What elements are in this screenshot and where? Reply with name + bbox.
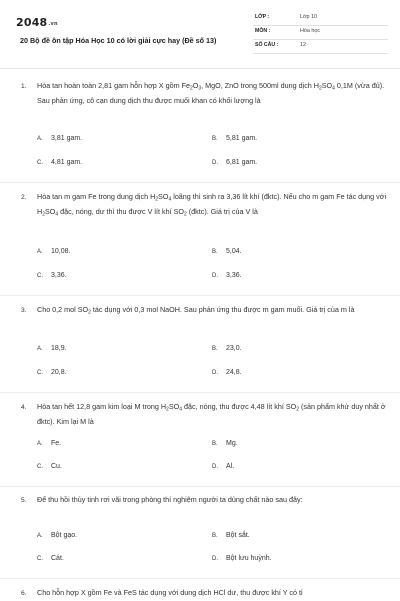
option-letter: C. xyxy=(37,370,43,376)
answer-option[interactable] xyxy=(37,555,64,562)
option-text: Cu. xyxy=(51,463,62,470)
option-text: 24,8. xyxy=(226,369,242,376)
option-text: Bột sắt. xyxy=(226,532,250,539)
question-text: Hòa tan hoàn toàn 2,81 gam hỗn hợp X gồm $Fe_2O_3$, MgO, ZnO trong 500ml dung dịch $H_2SO_4$ 0,1M (vừa đủ). Sau phản ứng, cô cạn dung dịch thu được muối khan có khối lượng là xyxy=(37,81,385,105)
option-text: Mg. xyxy=(226,440,238,447)
answer-option[interactable] xyxy=(37,463,62,470)
question-divider xyxy=(0,392,400,393)
answer-option[interactable] xyxy=(212,369,242,376)
option-letter: B. xyxy=(212,249,218,255)
option-letter: B. xyxy=(212,136,218,142)
option-letter: C. xyxy=(37,273,43,279)
meta-value: Lớp 10 xyxy=(300,14,318,20)
answer-option[interactable] xyxy=(212,440,238,447)
option-letter: C. xyxy=(37,160,43,166)
answer-option[interactable] xyxy=(37,440,61,447)
option-letter: D. xyxy=(212,556,218,562)
option-letter: D. xyxy=(212,160,218,166)
question-number: 3. xyxy=(21,307,27,314)
meta-table xyxy=(253,12,388,54)
question-divider xyxy=(0,578,400,579)
site-logo[interactable] xyxy=(16,16,58,29)
question-divider xyxy=(0,182,400,183)
option-text: Fe. xyxy=(51,440,62,447)
question-text: Cho hỗn hợp X gồm Fe và FeS tác dụng với dung dịch HCl dư, thu được khí Y có tỉ xyxy=(37,588,303,597)
header-divider xyxy=(0,68,400,69)
question-number: 5. xyxy=(21,497,27,504)
option-letter: C. xyxy=(37,556,43,562)
meta-key: SỐ CÂU : xyxy=(255,42,279,48)
option-text: Cát. xyxy=(51,555,64,562)
option-text: 23,0. xyxy=(226,345,242,352)
meta-key: LỚP : xyxy=(255,14,270,20)
question-divider xyxy=(0,486,400,487)
option-text: Bột gạo. xyxy=(51,532,78,539)
answer-option[interactable] xyxy=(212,248,242,255)
option-letter: D. xyxy=(212,464,218,470)
option-text: Bột lưu huỳnh. xyxy=(226,555,272,562)
question-number: 2. xyxy=(21,194,27,201)
option-text: 4,81 gam. xyxy=(51,159,83,166)
option-text: 18,9. xyxy=(51,345,67,352)
answer-option[interactable] xyxy=(212,135,257,142)
option-text: 20,8. xyxy=(51,369,67,376)
logo-suffix: .vn xyxy=(48,21,58,27)
answer-option[interactable] xyxy=(37,248,70,255)
answer-option[interactable] xyxy=(37,135,82,142)
option-text: 10,08. xyxy=(51,248,71,255)
option-letter: B. xyxy=(212,346,218,352)
option-letter: B. xyxy=(212,533,218,539)
meta-row-subject xyxy=(253,26,388,40)
option-letter: A. xyxy=(37,441,43,447)
answer-option[interactable] xyxy=(212,555,272,562)
option-letter: D. xyxy=(212,273,218,279)
answer-option[interactable] xyxy=(212,159,257,166)
document-title: 20 Bộ đề ôn tập Hóa Học 10 có lời giải cực hay (Đề số 13) xyxy=(20,36,217,45)
option-text: 5,81 gam. xyxy=(226,135,258,142)
question-text: Cho 0,2 mol $SO_2$ tác dụng với 0,3 mol NaOH. Sau phản ứng thu được m gam muối. Giá trị của m là xyxy=(37,305,355,316)
option-text: 3,81 gam. xyxy=(51,135,83,142)
header xyxy=(16,12,388,58)
option-letter: D. xyxy=(212,370,218,376)
option-text: Al. xyxy=(226,463,235,470)
question-text: Để thu hồi thủy tinh rơi vãi trong phòng thí nghiệm người ta dùng chất nào sau đây: xyxy=(37,495,303,504)
option-letter: A. xyxy=(37,346,43,352)
meta-row-class xyxy=(253,12,388,26)
option-letter: C. xyxy=(37,464,43,470)
option-text: 3,36. xyxy=(226,272,242,279)
option-text: 3,36. xyxy=(51,272,67,279)
question-divider xyxy=(0,295,400,296)
question-number: 1. xyxy=(21,83,27,90)
option-letter: B. xyxy=(212,441,218,447)
option-letter: A. xyxy=(37,249,43,255)
meta-value: 12 xyxy=(300,42,306,48)
option-text: 5,04. xyxy=(226,248,242,255)
question-text: Hòa tan m gam Fe trong dung dịch $H_2SO_4$ loãng thì sinh ra 3,36 lít khí (đktc). Nếu cho m gam Fe tác dụng với $H_2SO_4$ đặc, nóng, dư thì thu được V lít khí $SO_2$ (đktc). Giá trị của V là xyxy=(37,192,387,217)
answer-option[interactable] xyxy=(37,369,67,376)
answer-option[interactable] xyxy=(37,532,77,539)
meta-value: Hóa học xyxy=(300,28,321,34)
option-letter: A. xyxy=(37,136,43,142)
question-text: Hòa tan hết 12,8 gam kim loại M trong $H_2SO_4$ đặc, nóng, thu được 4,48 lít khí $SO_2$ (sản phẩm khử duy nhất ở đktc). Kim lại M là xyxy=(37,402,386,426)
logo-text: 2048 xyxy=(16,16,48,29)
answer-option[interactable] xyxy=(37,272,67,279)
answer-option[interactable] xyxy=(212,272,242,279)
question-number: 6. xyxy=(21,590,27,597)
answer-option[interactable] xyxy=(212,532,250,539)
question-number: 4. xyxy=(21,404,27,411)
answer-option[interactable] xyxy=(212,345,242,352)
answer-option[interactable] xyxy=(212,463,234,470)
option-letter: A. xyxy=(37,533,43,539)
option-text: 6,81 gam. xyxy=(226,159,258,166)
answer-option[interactable] xyxy=(37,159,82,166)
answer-option[interactable] xyxy=(37,345,67,352)
meta-row-count xyxy=(253,40,388,54)
meta-key: MÔN : xyxy=(255,28,271,34)
